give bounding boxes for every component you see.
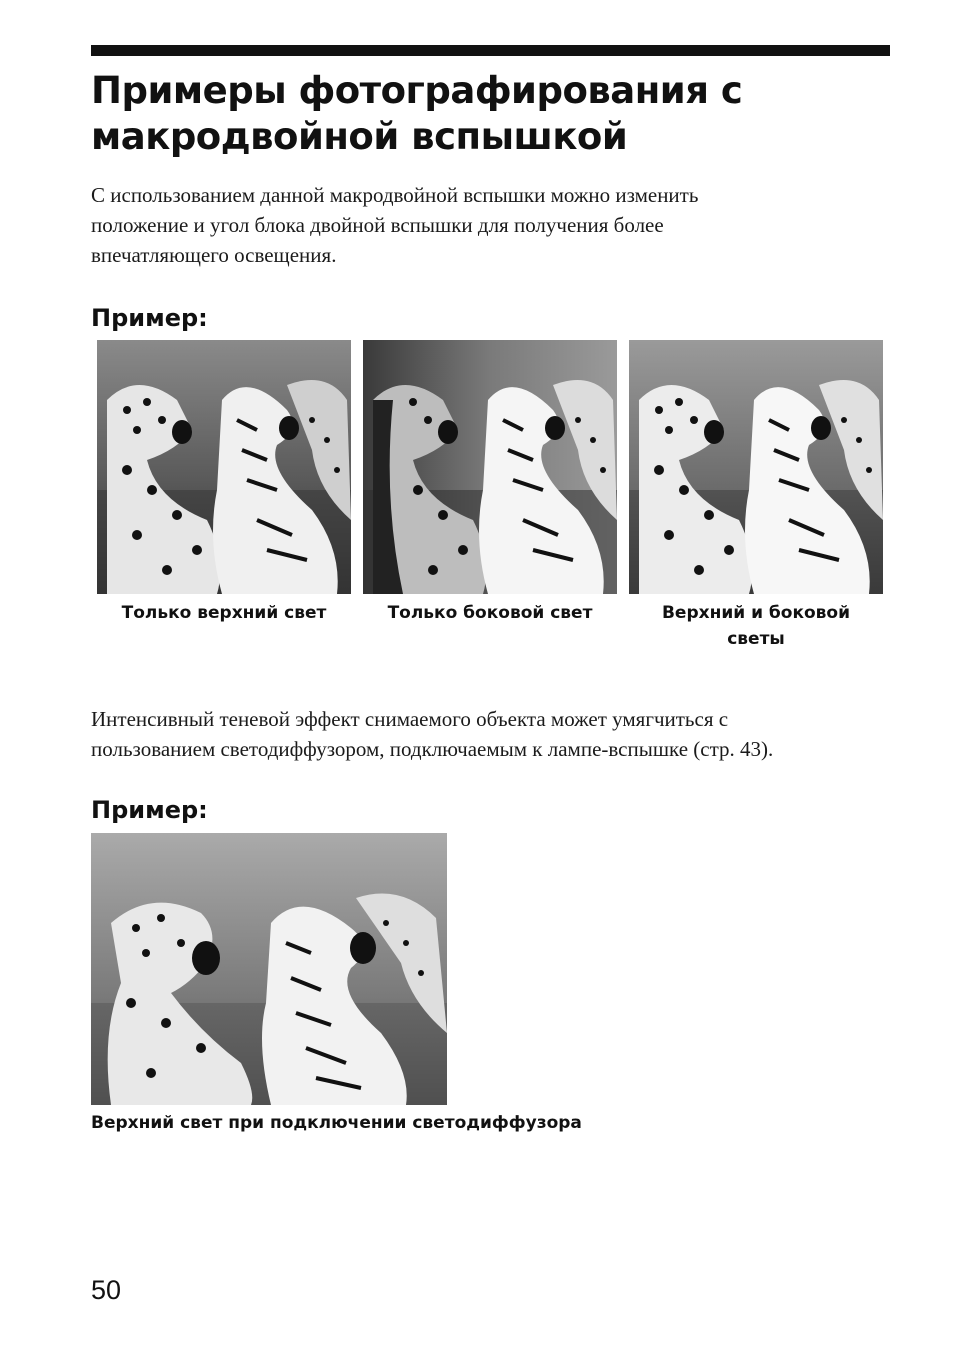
title-line-1: Примеры фотографирования с [91,69,743,112]
page-title [91,68,891,160]
caption-line: Только боковой свет [387,603,593,623]
photo-top-and-side-light [629,340,883,594]
intro-line-1: С использованием данной макродвойной вспышки можно изменить [91,183,699,207]
photo-top-light-caption [97,600,351,626]
caption-line: светы [727,629,785,649]
diffuser-paragraph [91,704,891,764]
intro-paragraph [91,180,891,270]
intro-line-3: впечатляющего освещения. [91,243,337,267]
diffuser-line-1: Интенсивный теневой эффект снимаемого объекта может умягчиться с [91,707,729,731]
photo-side-light [363,340,617,594]
caption-line: Только верхний свет [121,603,327,623]
photo-diffused-light-caption: Верхний свет при подключении светодиффузора [91,1113,582,1133]
title-line-2: макродвойной вспышкой [91,115,628,158]
page-number: 50 [91,1275,122,1305]
top-rule [91,45,890,56]
photo-top-light [97,340,351,594]
photo-side-light-caption [363,600,617,626]
photo-diffused-light [91,833,447,1105]
example-heading-2: Пример: [91,796,208,824]
intro-line-2: положение и угол блока двойной вспышки для получения более [91,213,664,237]
diffuser-line-2: пользованием светодиффузором, подключаемым к лампе-вспышке (стр. 43). [91,737,774,761]
example-heading-1: Пример: [91,304,208,332]
photo-top-and-side-light-caption [629,600,883,652]
caption-line: Верхний и боковой [661,603,851,623]
